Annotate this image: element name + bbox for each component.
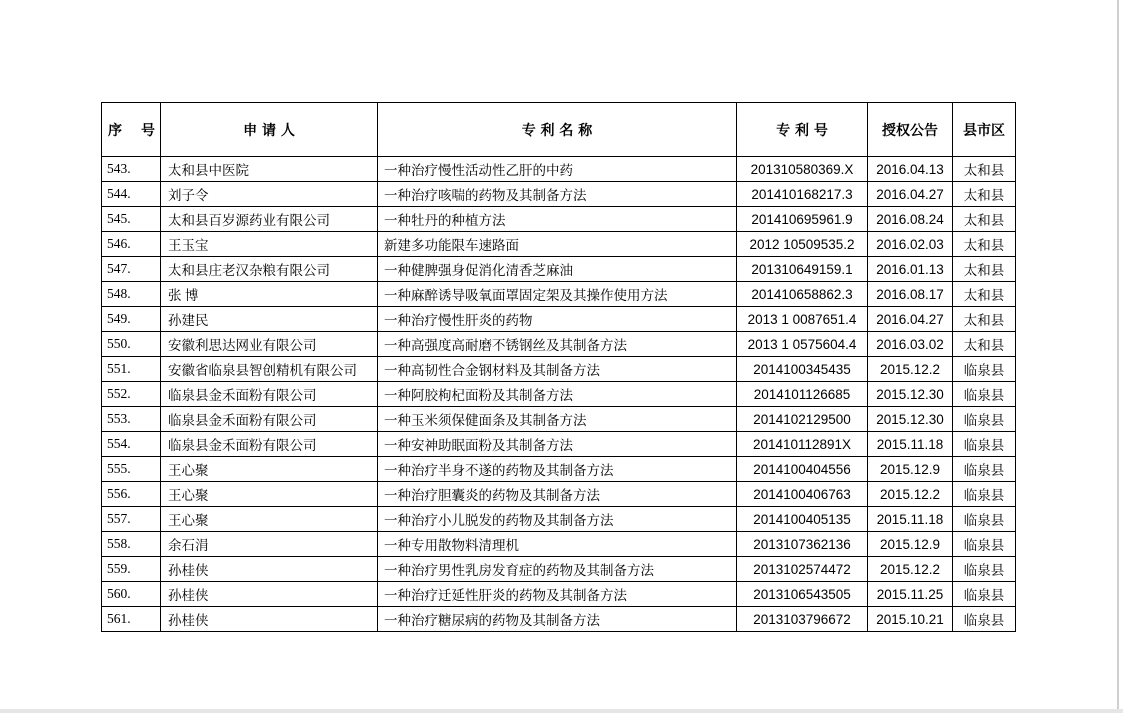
patent-no-cell: 2014100345435 <box>737 357 868 382</box>
table-row <box>102 557 1016 582</box>
applicant-cell: 安徽省临泉县智创精机有限公司 <box>161 357 378 382</box>
patent-no-cell: 2013102574472 <box>737 557 868 582</box>
seq-cell: 561. <box>102 607 161 632</box>
patent-name-cell: 一种治疗胆囊炎的药物及其制备方法 <box>378 482 737 507</box>
patent-name-cell: 一种治疗迁延性肝炎的药物及其制备方法 <box>378 582 737 607</box>
patent-no-cell: 201410112891X <box>737 432 868 457</box>
applicant-cell: 王心聚 <box>161 482 378 507</box>
applicant-cell: 王心聚 <box>161 457 378 482</box>
patent-no-cell: 2013 1 0087651.4 <box>737 307 868 332</box>
patent-name-cell: 一种治疗慢性活动性乙肝的中药 <box>378 157 737 182</box>
table-row <box>102 182 1016 207</box>
county-cell: 太和县 <box>953 207 1016 232</box>
patent-name-cell: 一种治疗男性乳房发育症的药物及其制备方法 <box>378 557 737 582</box>
table-body <box>102 157 1016 632</box>
seq-cell: 546. <box>102 232 161 257</box>
header-row <box>102 103 1016 157</box>
grant-date-cell: 2015.12.2 <box>868 357 953 382</box>
table-row <box>102 607 1016 632</box>
header-patent-no: 专 利 号 <box>737 103 868 157</box>
table-row <box>102 307 1016 332</box>
patent-no-cell: 2014102129500 <box>737 407 868 432</box>
grant-date-cell: 2015.12.2 <box>868 482 953 507</box>
seq-cell: 550. <box>102 332 161 357</box>
grant-date-cell: 2016.08.17 <box>868 282 953 307</box>
applicant-cell: 王玉宝 <box>161 232 378 257</box>
table-row <box>102 507 1016 532</box>
patent-no-cell: 2014100405135 <box>737 507 868 532</box>
patent-no-cell: 2014100406763 <box>737 482 868 507</box>
patent-name-cell: 一种牡丹的种植方法 <box>378 207 737 232</box>
county-cell: 太和县 <box>953 182 1016 207</box>
county-cell: 太和县 <box>953 232 1016 257</box>
county-cell: 临泉县 <box>953 532 1016 557</box>
patent-no-cell: 2013 1 0575604.4 <box>737 332 868 357</box>
patent-no-cell: 201310649159.1 <box>737 257 868 282</box>
patent-no-cell: 201310580369.X <box>737 157 868 182</box>
seq-cell: 552. <box>102 382 161 407</box>
county-cell: 临泉县 <box>953 607 1016 632</box>
grant-date-cell: 2016.03.02 <box>868 332 953 357</box>
seq-cell: 558. <box>102 532 161 557</box>
county-cell: 临泉县 <box>953 482 1016 507</box>
county-cell: 太和县 <box>953 332 1016 357</box>
page-bottom-edge <box>0 709 1123 713</box>
grant-date-cell: 2015.11.18 <box>868 432 953 457</box>
county-cell: 临泉县 <box>953 557 1016 582</box>
table-row <box>102 357 1016 382</box>
patent-table <box>101 102 1016 632</box>
county-cell: 太和县 <box>953 282 1016 307</box>
table-row <box>102 332 1016 357</box>
patent-name-cell: 一种专用散物料清理机 <box>378 532 737 557</box>
patent-no-cell: 2013106543505 <box>737 582 868 607</box>
applicant-cell: 太和县中医院 <box>161 157 378 182</box>
patent-no-cell: 201410658862.3 <box>737 282 868 307</box>
applicant-cell: 刘子令 <box>161 182 378 207</box>
seq-cell: 548. <box>102 282 161 307</box>
applicant-cell: 孙桂侠 <box>161 582 378 607</box>
page-right-edge <box>1117 0 1119 713</box>
table-row <box>102 207 1016 232</box>
patent-name-cell: 一种治疗半身不遂的药物及其制备方法 <box>378 457 737 482</box>
grant-date-cell: 2015.11.18 <box>868 507 953 532</box>
seq-cell: 556. <box>102 482 161 507</box>
table-row <box>102 282 1016 307</box>
patent-no-cell: 2014101126685 <box>737 382 868 407</box>
table-row <box>102 482 1016 507</box>
patent-name-cell: 一种安神助眠面粉及其制备方法 <box>378 432 737 457</box>
patent-no-cell: 2014100404556 <box>737 457 868 482</box>
seq-cell: 554. <box>102 432 161 457</box>
applicant-cell: 临泉县金禾面粉有限公司 <box>161 382 378 407</box>
table-row <box>102 582 1016 607</box>
county-cell: 临泉县 <box>953 432 1016 457</box>
seq-cell: 560. <box>102 582 161 607</box>
seq-cell: 557. <box>102 507 161 532</box>
patent-name-cell: 一种健脾强身促消化清香芝麻油 <box>378 257 737 282</box>
seq-cell: 551. <box>102 357 161 382</box>
patent-name-cell: 一种治疗咳喘的药物及其制备方法 <box>378 182 737 207</box>
grant-date-cell: 2015.12.30 <box>868 407 953 432</box>
grant-date-cell: 2016.08.24 <box>868 207 953 232</box>
header-applicant: 申 请 人 <box>161 103 378 157</box>
county-cell: 临泉县 <box>953 507 1016 532</box>
header-grant-date: 授权公告 <box>868 103 953 157</box>
table-row <box>102 407 1016 432</box>
county-cell: 临泉县 <box>953 357 1016 382</box>
patent-name-cell: 一种治疗糖尿病的药物及其制备方法 <box>378 607 737 632</box>
seq-cell: 547. <box>102 257 161 282</box>
patent-name-cell: 一种高韧性合金钢材料及其制备方法 <box>378 357 737 382</box>
patent-no-cell: 2013107362136 <box>737 532 868 557</box>
grant-date-cell: 2016.02.03 <box>868 232 953 257</box>
grant-date-cell: 2015.10.21 <box>868 607 953 632</box>
grant-date-cell: 2015.12.9 <box>868 532 953 557</box>
seq-cell: 555. <box>102 457 161 482</box>
county-cell: 太和县 <box>953 257 1016 282</box>
applicant-cell: 太和县百岁源药业有限公司 <box>161 207 378 232</box>
grant-date-cell: 2015.12.2 <box>868 557 953 582</box>
applicant-cell: 孙建民 <box>161 307 378 332</box>
patent-name-cell: 新建多功能限车速路面 <box>378 232 737 257</box>
grant-date-cell: 2016.04.13 <box>868 157 953 182</box>
grant-date-cell: 2016.01.13 <box>868 257 953 282</box>
seq-cell: 559. <box>102 557 161 582</box>
county-cell: 太和县 <box>953 157 1016 182</box>
grant-date-cell: 2016.04.27 <box>868 307 953 332</box>
patent-name-cell: 一种治疗小儿脱发的药物及其制备方法 <box>378 507 737 532</box>
county-cell: 太和县 <box>953 307 1016 332</box>
seq-cell: 549. <box>102 307 161 332</box>
applicant-cell: 安徽利思达网业有限公司 <box>161 332 378 357</box>
county-cell: 临泉县 <box>953 382 1016 407</box>
grant-date-cell: 2015.12.30 <box>868 382 953 407</box>
grant-date-cell: 2015.11.25 <box>868 582 953 607</box>
applicant-cell: 王心聚 <box>161 507 378 532</box>
applicant-cell: 孙桂侠 <box>161 607 378 632</box>
patent-name-cell: 一种阿胶枸杞面粉及其制备方法 <box>378 382 737 407</box>
patent-name-cell: 一种高强度高耐磨不锈钢丝及其制备方法 <box>378 332 737 357</box>
seq-cell: 545. <box>102 207 161 232</box>
applicant-cell: 临泉县金禾面粉有限公司 <box>161 432 378 457</box>
applicant-cell: 临泉县金禾面粉有限公司 <box>161 407 378 432</box>
patent-name-cell: 一种玉米须保健面条及其制备方法 <box>378 407 737 432</box>
table-row <box>102 382 1016 407</box>
table-row <box>102 532 1016 557</box>
applicant-cell: 余石涓 <box>161 532 378 557</box>
county-cell: 临泉县 <box>953 407 1016 432</box>
table-row <box>102 457 1016 482</box>
header-patent-name: 专 利 名 称 <box>378 103 737 157</box>
applicant-cell: 张 博 <box>161 282 378 307</box>
patent-no-cell: 2012 10509535.2 <box>737 232 868 257</box>
table-row <box>102 432 1016 457</box>
table-row <box>102 157 1016 182</box>
seq-cell: 544. <box>102 182 161 207</box>
grant-date-cell: 2016.04.27 <box>868 182 953 207</box>
patent-no-cell: 2013103796672 <box>737 607 868 632</box>
header-county: 县市区 <box>953 103 1016 157</box>
applicant-cell: 孙桂侠 <box>161 557 378 582</box>
seq-cell: 543. <box>102 157 161 182</box>
table-row <box>102 257 1016 282</box>
county-cell: 临泉县 <box>953 457 1016 482</box>
county-cell: 临泉县 <box>953 582 1016 607</box>
patent-name-cell: 一种治疗慢性肝炎的药物 <box>378 307 737 332</box>
header-seq: 序 号 <box>102 103 161 157</box>
seq-cell: 553. <box>102 407 161 432</box>
applicant-cell: 太和县庄老汉杂粮有限公司 <box>161 257 378 282</box>
patent-no-cell: 201410695961.9 <box>737 207 868 232</box>
patent-no-cell: 201410168217.3 <box>737 182 868 207</box>
grant-date-cell: 2015.12.9 <box>868 457 953 482</box>
table-row <box>102 232 1016 257</box>
patent-name-cell: 一种麻醉诱导吸氧面罩固定架及其操作使用方法 <box>378 282 737 307</box>
